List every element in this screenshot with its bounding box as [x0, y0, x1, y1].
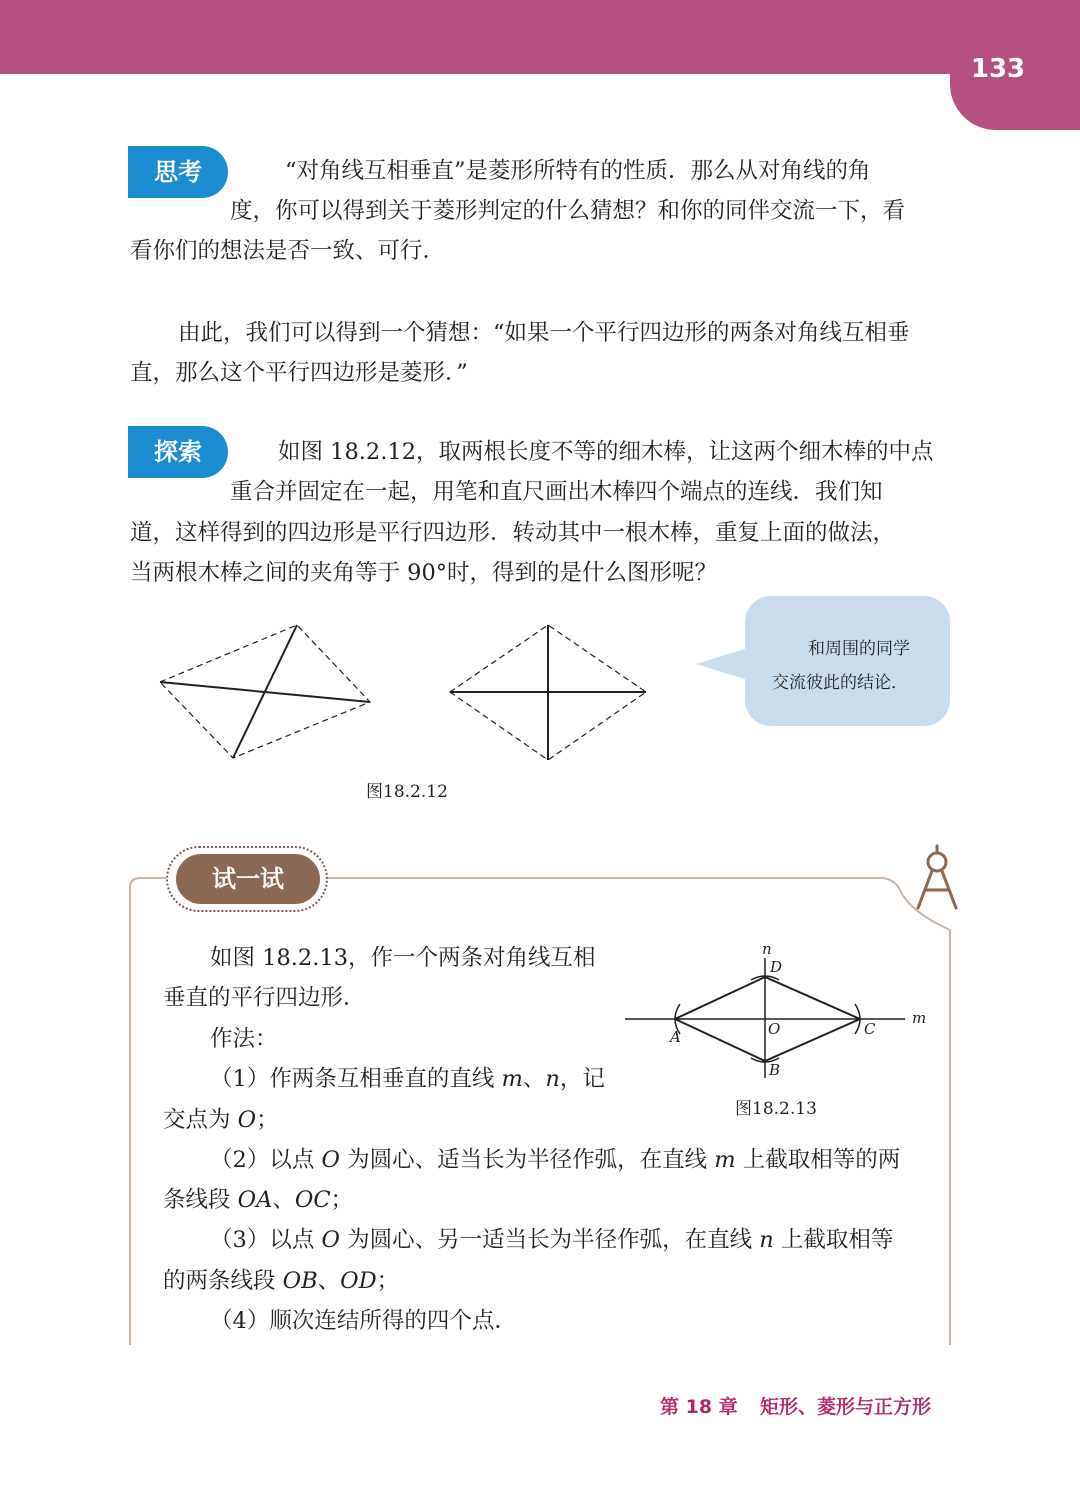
step-3-var-od: OD [340, 1268, 377, 1294]
step-2-text-b: 为圆心、适当长为半径作弧，在直线 [339, 1147, 715, 1173]
step-1-text-d: ； [256, 1107, 279, 1133]
step-3-var-o: O [321, 1227, 340, 1253]
step-1-text-a: （1）作两条互相垂直的直线 [210, 1066, 502, 1092]
page-number: 133 [970, 54, 1026, 84]
step-1-var-n: n [545, 1066, 560, 1092]
label-a: A [670, 1028, 681, 1046]
figure-12-caption: 图18.2.12 [366, 782, 448, 802]
step-3-sep: 、 [317, 1268, 341, 1294]
label-c: C [864, 1020, 876, 1038]
step-2-text-d: 条线段 [163, 1187, 238, 1213]
step-3-text-a: （3）以点 [210, 1227, 322, 1253]
label-n: n [762, 940, 772, 958]
think-line-2: 度，你可以得到关于菱形判定的什么猜想？和你的同伴交流一下，看 [230, 198, 906, 224]
step-1-var-o: O [237, 1107, 257, 1133]
explore-tag: 探索 [128, 426, 228, 478]
step-3-text-c: 上截取相等 [773, 1227, 894, 1253]
step-2-text-e: ； [330, 1187, 354, 1213]
label-b: B [769, 1061, 781, 1079]
step-2-var-oa: OA [237, 1187, 273, 1213]
step-3-var-ob: OB [282, 1268, 318, 1294]
try-it-tag: 试一试 [176, 854, 320, 904]
method-label: 作法： [210, 1026, 278, 1052]
step-3-text-b: 为圆心、另一适当长为半径作弧，在直线 [339, 1227, 760, 1253]
step-2-sep: 、 [272, 1187, 295, 1213]
step-1-text-c: 交点为 [163, 1107, 238, 1133]
footer-chapter: 第 18 章 [660, 1396, 738, 1418]
explore-line-1: 如图 18.2.12，取两根长度不等的细木棒，让这两个细木棒的中点 [278, 439, 934, 465]
step-2-var-o: O [321, 1147, 340, 1173]
conjecture-line-2: 直，那么这个平行四边形是菱形．” [130, 360, 468, 386]
step-2-var-oc: OC [294, 1187, 331, 1213]
label-m: m [912, 1009, 927, 1027]
step-2-var-m: m [714, 1147, 736, 1173]
step-1-sep: 、 [522, 1066, 546, 1092]
explore-line-3: 道，这样得到的四边形是平行四边形．转动其中一根木棒，重复上面的做法， [130, 520, 896, 546]
think-line-1: “对角线互相垂直”是菱形所特有的性质．那么从对角线的角 [285, 158, 871, 184]
step-4-line: （4）顺次连结所得的四个点． [210, 1308, 517, 1334]
label-o: O [768, 1020, 781, 1038]
try-line-1: 如图 18.2.13，作一个两条对角线互相 [210, 945, 596, 971]
step-1-var-m: m [501, 1066, 523, 1092]
step-2-text-a: （2）以点 [210, 1147, 322, 1173]
bubble-line-1: 和周围的同学 [808, 639, 910, 659]
explore-line-2: 重合并固定在一起，用笔和直尺画出木棒四个端点的连线．我们知 [230, 479, 883, 505]
figure-13-caption: 图18.2.13 [735, 1099, 817, 1119]
footer-title: 矩形、菱形与正方形 [760, 1396, 932, 1418]
explore-line-4: 当两根木棒之间的夹角等于 90°时，得到的是什么图形呢？ [130, 560, 718, 586]
step-3-var-n: n [759, 1227, 774, 1253]
step-3-text-d: 的两条线段 [163, 1268, 283, 1294]
conjecture-line-1: 由此，我们可以得到一个猜想：“如果一个平行四边形的两条对角线互相垂 [178, 320, 910, 346]
think-tag: 思考 [128, 146, 228, 198]
step-2-text-c: 上截取相等的两 [735, 1147, 901, 1173]
try-line-2: 垂直的平行四边形． [163, 985, 366, 1011]
think-line-3: 看你们的想法是否一致、可行． [130, 238, 446, 264]
label-d: D [770, 958, 783, 976]
bubble-line-2: 交流彼此的结论． [772, 673, 908, 693]
step-1-text-b: ，记 [559, 1066, 605, 1092]
step-3-text-e: ； [376, 1268, 400, 1294]
